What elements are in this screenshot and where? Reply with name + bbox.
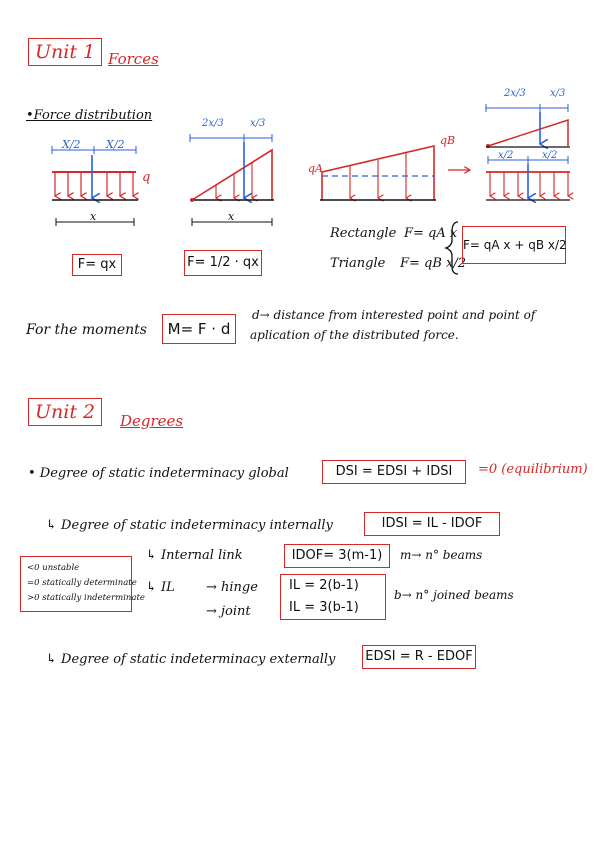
decomp-dist-b-label: x/3 [550,88,566,99]
legend-item-indeterminate: >0 statically indeterminate [27,593,145,603]
hinge-label: → hinge [206,580,258,595]
tri-formula: F= qB x/2 [400,256,467,271]
indeterminacy-legend [20,556,145,612]
internal-link-note: m→ n° beams [400,548,483,562]
moments-label: For the moments [26,322,147,338]
tri-formula-label: Triangle [330,256,386,271]
rect-result-text: F= qx [77,257,117,272]
hinge-formula: IL = 2(b-1) [289,578,359,593]
trap-qa-label: qA [308,162,323,175]
internal-dsi-label: ↳ Degree of static indeterminacy internally [46,518,333,533]
external-dsi-label: ↳ Degree of static indeterminacy externally [46,652,336,667]
internal-link-formula: IDOF= 3(m-1) [291,548,383,563]
rect-half-right-label: X/2 [106,138,125,151]
joined-beams-note: b→ n° joined beams [394,588,514,602]
unit-2-badge [28,398,102,426]
decomp-half-left-label: x/2 [498,150,514,161]
decomp-dist-a-label: 2x/3 [504,88,526,99]
global-dsi-box [322,460,466,484]
total-force-box [462,226,566,264]
rect-span-label: x [90,210,97,223]
internal-dsi-box [364,512,500,536]
moment-formula-box [162,314,236,344]
unit-1-title: Forces [108,50,159,68]
moment-formula-text: M= F · d [167,320,231,338]
unit-2-badge-text: Unit 2 [35,401,96,423]
moments-note-line-2: aplication of the distributed force. [250,328,459,342]
triangle-load [192,150,272,200]
trap-qb-label: qB [440,134,456,147]
tri-dist-a-label: 2x/3 [202,118,224,129]
equilibrium-note: =0 (equilibrium) [478,462,588,477]
trapezoid-load-diagram [320,146,470,200]
il-label: ↳ IL [146,580,175,595]
unit-1-badge-text: Unit 1 [35,41,96,63]
tri-result-box [184,250,262,276]
joint-formula: IL = 3(b-1) [289,600,359,615]
rect-formula-label: Rectangle [330,226,397,241]
moments-note-line-1: d→ distance from interested point and point of [252,308,536,322]
tri-result-text: F= 1/2 · qx [187,255,259,270]
global-dsi-label: • Degree of static indeterminacy global [28,466,289,481]
rect-result-box [72,254,122,276]
rect-formula: F= qA x [404,226,458,241]
unit-2-title: Degrees [120,412,184,430]
il-formulas-box [280,574,386,620]
internal-link-box [284,544,390,568]
joint-label: → joint [206,604,251,619]
tri-span-label: x [228,210,235,223]
decomp-half-right-label: x/2 [542,150,558,161]
force-distribution-heading: •Force distribution [26,108,153,123]
rect-half-left-label: X/2 [62,138,81,151]
total-force-text: F= qA x + qB x/2 [463,238,567,252]
external-dsi-box [362,645,476,669]
legend-item-determinate: =0 statically determinate [27,578,137,588]
internal-dsi-formula: IDSI = IL - IDOF [381,516,483,531]
global-dsi-formula: DSI = EDSI + IDSI [335,464,453,479]
external-dsi-formula: EDSI = R - EDOF [365,649,473,664]
tri-dist-b-label: x/3 [250,118,266,129]
rect-load-label: q [142,170,151,185]
legend-item-unstable: <0 unstable [27,563,80,573]
internal-link-label: ↳ Internal link [146,548,243,563]
